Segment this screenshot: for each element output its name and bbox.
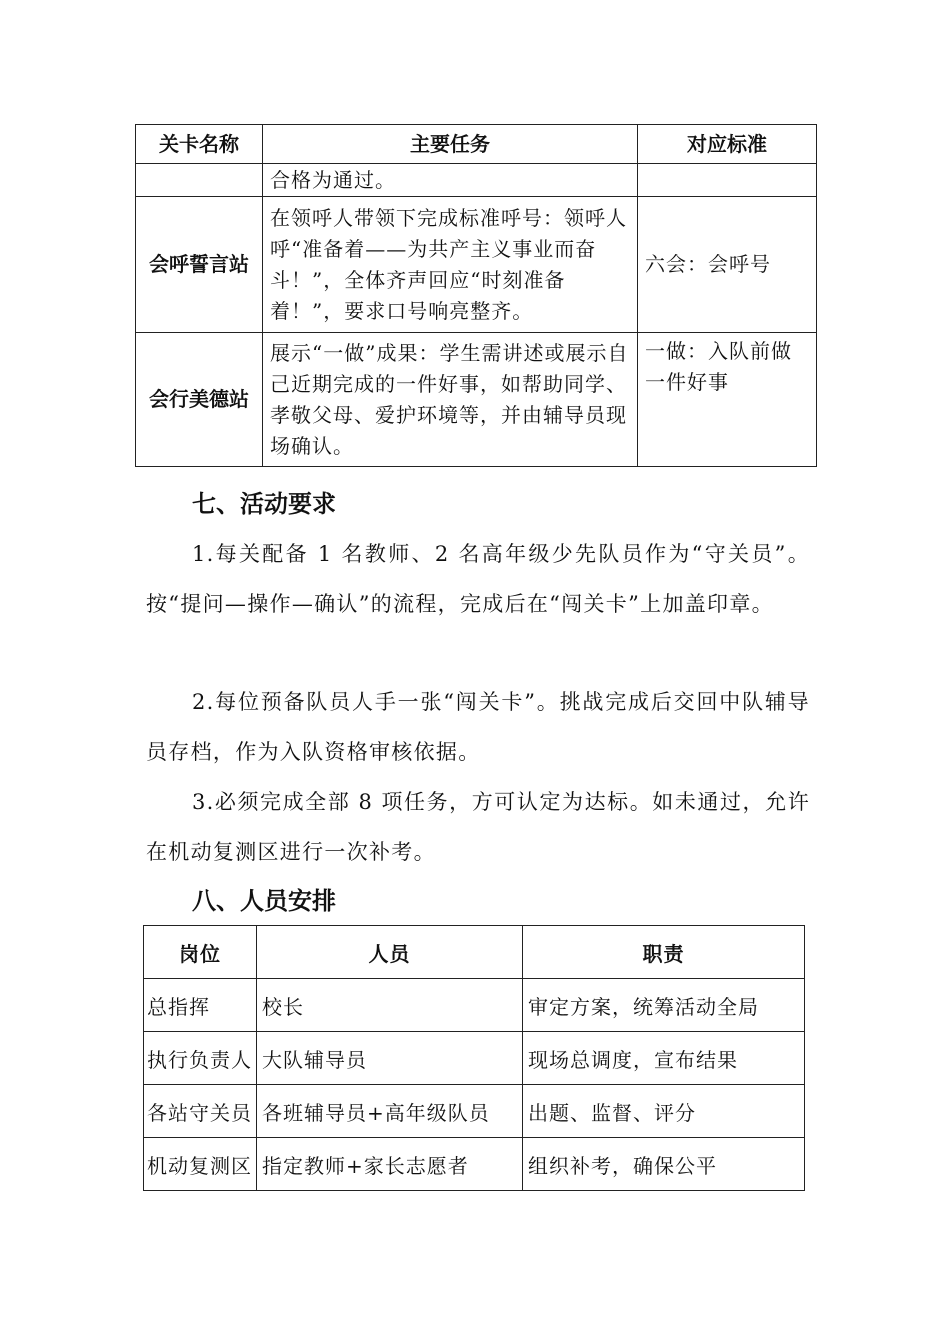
header-post: 岗位 xyxy=(144,926,257,979)
station-name: 会呼誓言站 xyxy=(136,197,263,333)
section-7-title: 七、活动要求 xyxy=(192,490,336,518)
header-staff: 人员 xyxy=(257,926,523,979)
post-cell: 执行负责人 xyxy=(144,1032,257,1085)
post-cell: 总指挥 xyxy=(144,979,257,1032)
table-row xyxy=(144,1085,805,1138)
station-task: 在领呼人带领下完成标准呼号：领呼人呼“准备着——为共产主义事业而奋斗！”，全体齐声回应“时刻准备着！”，要求口号响亮整齐。 xyxy=(263,197,638,333)
station-name: 会行美德站 xyxy=(136,333,263,467)
staff-table xyxy=(143,925,805,1191)
station-task: 合格为通过。 xyxy=(263,164,638,197)
duty-cell: 组织补考，确保公平 xyxy=(523,1138,805,1191)
table-row xyxy=(136,164,817,197)
station-standard: 六会：会呼号 xyxy=(638,197,817,333)
header-main-task: 主要任务 xyxy=(263,125,638,164)
stations-table xyxy=(135,124,817,467)
station-task: 展示“一做”成果：学生需讲述或展示自己近期完成的一件好事，如帮助同学、孝敬父母、爱护环境等，并由辅导员现场确认。 xyxy=(263,333,638,467)
table-header-row xyxy=(144,926,805,979)
duty-cell: 现场总调度，宣布结果 xyxy=(523,1032,805,1085)
header-standard: 对应标准 xyxy=(638,125,817,164)
staff-cell: 校长 xyxy=(257,979,523,1032)
table-row xyxy=(144,1032,805,1085)
table-row xyxy=(144,1138,805,1191)
staff-cell: 大队辅导员 xyxy=(257,1032,523,1085)
station-standard: 一做：入队前做一件好事 xyxy=(638,333,817,467)
station-name xyxy=(136,164,263,197)
section-8-title: 八、人员安排 xyxy=(192,887,336,915)
duty-cell: 出题、监督、评分 xyxy=(523,1085,805,1138)
duty-cell: 审定方案，统筹活动全局 xyxy=(523,979,805,1032)
post-cell: 机动复测区 xyxy=(144,1138,257,1191)
staff-cell: 指定教师+家长志愿者 xyxy=(257,1138,523,1191)
table-row xyxy=(144,979,805,1032)
staff-cell: 各班辅导员+高年级队员 xyxy=(257,1085,523,1138)
post-cell: 各站守关员 xyxy=(144,1085,257,1138)
station-standard xyxy=(638,164,817,197)
table-header-row xyxy=(136,125,817,164)
paragraph: 3.必须完成全部 8 项任务，方可认定为达标。如未通过，允许在机动复测区进行一次补考。 xyxy=(146,790,810,864)
paragraph: 2.每位预备队员人手一张“闯关卡”。挑战完成后交回中队辅导员存档，作为入队资格审核依据。 xyxy=(146,690,810,764)
header-station-name: 关卡名称 xyxy=(136,125,263,164)
table-row xyxy=(136,197,817,333)
table-row xyxy=(136,333,817,467)
header-duty: 职责 xyxy=(523,926,805,979)
paragraph: 1.每关配备 1 名教师、2 名高年级少先队员作为“守关员”。按“提问—操作—确认”的流程，完成后在“闯关卡”上加盖印章。 xyxy=(146,542,810,616)
